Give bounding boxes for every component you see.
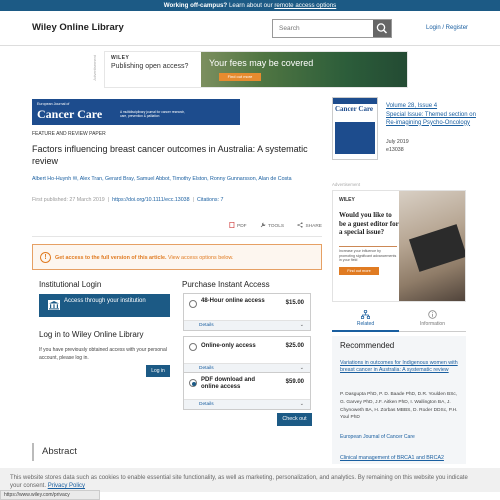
option-name: PDF download and online access (201, 377, 255, 390)
top-advertisement[interactable] (104, 51, 408, 88)
issue-date: July 2019 (386, 139, 409, 145)
journal-banner-prefix: European Journal of (37, 102, 70, 106)
access-notice-bold: Get access to the full version of this article. (55, 255, 167, 261)
pdf-tool[interactable] (229, 224, 254, 229)
article-type: FEATURE AND REVIEW PAPER (32, 131, 106, 137)
pdf-icon (229, 222, 235, 228)
login-button[interactable]: Log in (146, 365, 170, 377)
option-name: Online-only access (201, 343, 256, 349)
ad-text: Publishing open access? (111, 63, 189, 70)
off-campus-banner (0, 0, 500, 11)
ad-cta-button[interactable]: Find out more (219, 73, 261, 81)
search-input[interactable] (273, 20, 373, 37)
institution-access-label: Access through your institution (64, 298, 146, 304)
cookie-text (10, 474, 480, 490)
article-tools (229, 222, 334, 229)
article-authors[interactable]: Albert Ho-Huynh ✉, Alex Tran, Gerard Bray, Samuel Abbot, Timothy Elston, Ronny Gunnarsson, Alan de Costa (32, 176, 292, 182)
tab-related-label: Related (356, 321, 375, 327)
side-ad-subtext: Increase your influence by promoting significant advancements in your field (339, 249, 397, 263)
ad-left-panel (105, 52, 201, 88)
side-ad-title: Would you like to be a guest editor for a special issue? (339, 211, 399, 237)
chevron-down-icon: ⌄ (299, 322, 304, 328)
tab-related[interactable] (332, 306, 399, 332)
recommended-heading: Recommended (340, 341, 395, 350)
recommended-journal[interactable]: European Journal of Cancer Care (340, 434, 415, 440)
special-issue-link[interactable]: Special Issue: Themed section on Re-imagining Psycho-Oncology (386, 112, 476, 126)
purchase-option-pdf[interactable] (183, 372, 311, 410)
recommended-authors: P. Dasgupta PhD, P. D. Baade PhD, D.R. Youlden BSc, G. Garvey PhD, J.F. Aitken PhD, I. Wallington BA, J. Chynoweth BA, H. Zorbas MBBS, D. Roder DDSc, P.H. Youl PhD (340, 392, 458, 421)
ad-headline: Your fees may be covered (209, 58, 314, 68)
issue-volume-link[interactable]: Volume 28, Issue 4 (386, 103, 438, 109)
status-bar-url: https://www.wiley.com/privacy (0, 490, 100, 500)
recommended-panel (332, 336, 466, 464)
cookie-message: This website stores data such as cookies to enable essential site functionality, as well as marketing, personalization, and analytics. By remaining on this website you indicate your consent. (10, 475, 468, 489)
purchase-option-online[interactable] (183, 336, 311, 374)
institution-icon (48, 300, 60, 310)
radio-pdf[interactable] (189, 379, 197, 387)
journal-banner-title: Cancer Care (37, 107, 103, 121)
chevron-down-icon: ⌄ (299, 365, 304, 371)
wol-login-text: If you have previously obtained access with your personal account, please log in. (39, 347, 167, 361)
info-icon (428, 310, 437, 319)
checkout-button[interactable]: Check out (277, 413, 312, 426)
share-icon (297, 222, 303, 228)
side-ad-label: Advertisement (332, 182, 361, 187)
tab-information[interactable] (399, 306, 466, 332)
off-campus-heading: Working off-campus? (163, 2, 228, 9)
login-register-link[interactable]: Login / Register (426, 25, 469, 31)
site-logo[interactable]: Wiley Online Library (32, 22, 124, 33)
publication-info: First published: 27 March 2019 | https://doi.org/10.1111/ecc.13038 | Citations: 7 (32, 197, 224, 203)
article-title: Factors influencing breast cancer outcomes in Australia: A systematic review (32, 144, 308, 166)
option-price: $25.00 (285, 343, 304, 349)
institution-icon-graphic (48, 300, 60, 310)
first-published: First published: 27 March 2019 (32, 197, 105, 203)
details-label: Details (199, 402, 214, 407)
option-price: $59.00 (285, 379, 304, 385)
search-button[interactable] (373, 20, 391, 37)
cover-top-band (333, 98, 377, 104)
privacy-policy-link[interactable]: Privacy Policy (47, 483, 86, 489)
side-ad-brand: WILEY (339, 197, 355, 203)
pdf-label: PDF (237, 224, 247, 229)
remote-access-link[interactable]: remote access options (274, 2, 337, 9)
option-price: $15.00 (285, 300, 304, 306)
share-tool[interactable] (297, 224, 328, 229)
option-details-toggle[interactable] (184, 399, 310, 409)
tools-label: TOOLS (267, 224, 285, 229)
chevron-down-icon: ⌄ (299, 401, 304, 407)
related-icon (361, 310, 370, 319)
doi-link[interactable]: https://doi.org/10.1111/ecc.13038 (112, 197, 190, 203)
institutional-login-heading: Institutional Login (39, 280, 102, 289)
cover-title: Cancer Care (335, 105, 374, 113)
article-number: e13038 (386, 147, 404, 153)
tools-divider (32, 236, 322, 237)
ad-brand: WILEY (111, 55, 130, 61)
abstract-accent (32, 443, 34, 461)
side-advertisement[interactable] (332, 190, 466, 302)
recommended-article-link[interactable]: Clinical management of BRCA1 and BRCA2 (340, 455, 444, 461)
access-notice-text (55, 255, 233, 261)
off-campus-text: Learn about our (227, 2, 275, 9)
tab-information-label: Information (419, 321, 445, 327)
search-box (272, 19, 392, 38)
citations-link[interactable]: Citations: 7 (196, 197, 224, 203)
side-ad-cta[interactable]: Find out more (339, 267, 379, 275)
purchase-option-48h[interactable] (183, 293, 311, 331)
warning-icon: ! (40, 252, 51, 263)
institution-access-button[interactable] (39, 294, 170, 317)
side-ad-rule (339, 246, 397, 247)
access-notice (32, 244, 322, 270)
details-label: Details (199, 323, 214, 328)
radio-online[interactable] (189, 343, 197, 351)
journal-banner-tagline: A multidisciplinary journal for cancer research, care, prevention & palliation (120, 110, 186, 118)
cover-graphic (335, 122, 375, 154)
wol-login-heading: Log in to Wiley Online Library (39, 330, 144, 339)
journal-banner[interactable] (32, 99, 240, 125)
ad-label: Advertisement (92, 55, 97, 81)
purchase-heading: Purchase Instant Access (182, 280, 270, 289)
details-label: Details (199, 366, 214, 371)
wrench-icon (260, 222, 266, 228)
abstract-heading: Abstract (42, 446, 77, 457)
tools-tool[interactable] (260, 224, 292, 229)
radio-48h[interactable] (189, 300, 197, 308)
recommended-article-link[interactable]: Variations in outcomes for Indigenous women with breast cancer in Australia: A systematic review (340, 360, 458, 374)
option-details-toggle[interactable] (184, 320, 310, 330)
issue-cover[interactable] (332, 97, 378, 160)
option-name: 48-Hour online access (201, 298, 265, 304)
cookie-banner (0, 468, 500, 492)
search-icon (373, 20, 391, 37)
share-label: SHARE (305, 224, 323, 229)
view-access-options-link[interactable]: View access options below. (167, 255, 234, 261)
header-divider (0, 45, 500, 46)
